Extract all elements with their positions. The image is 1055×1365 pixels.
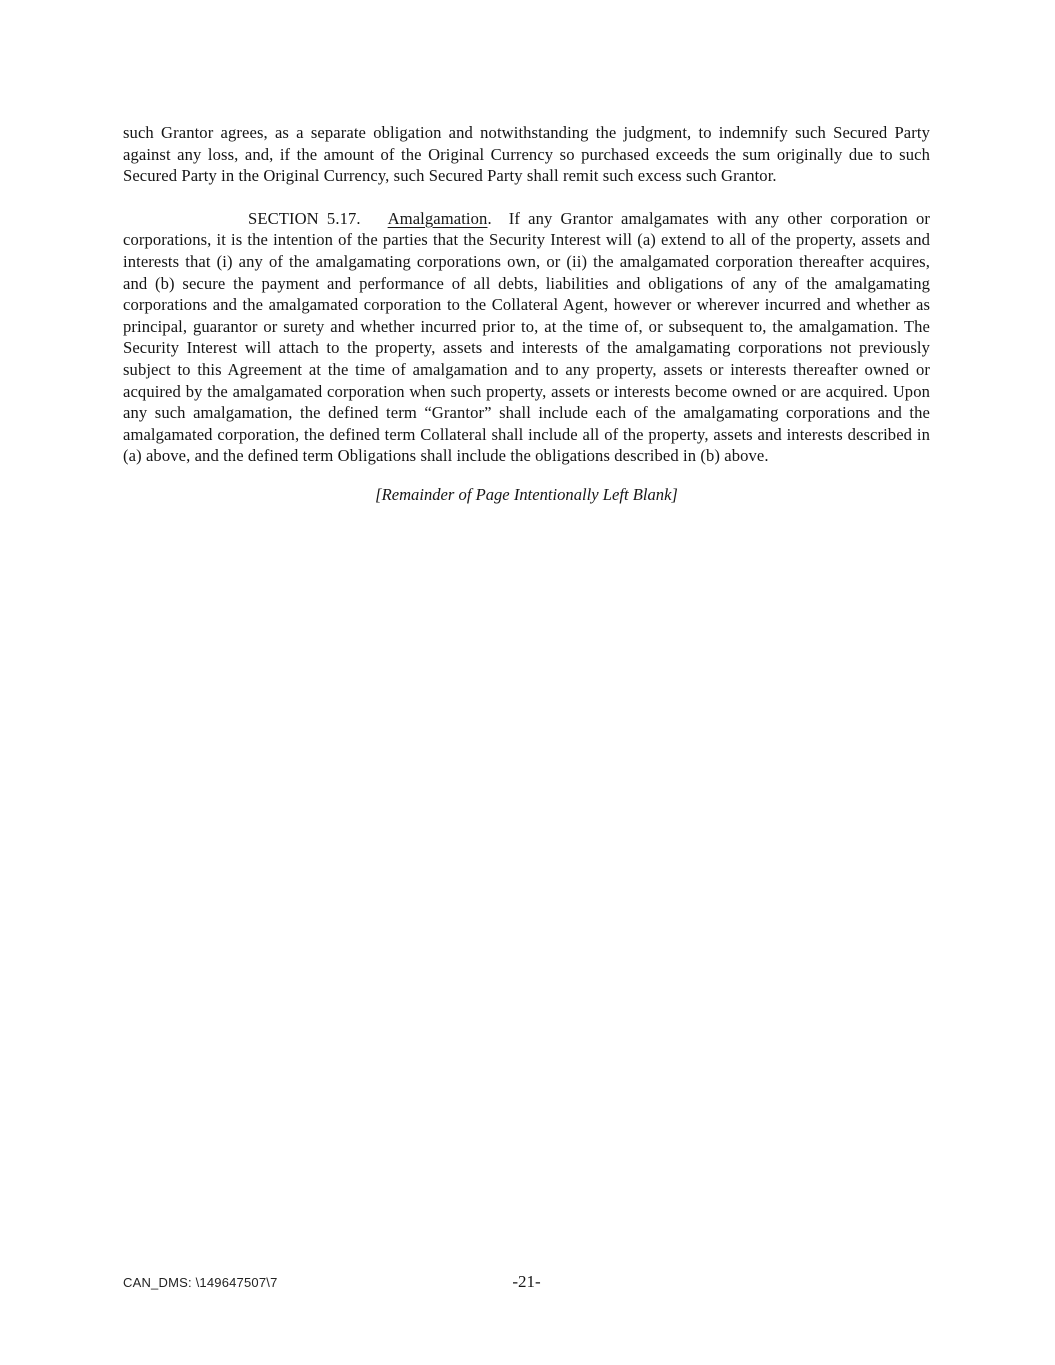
remainder-of-page-notice: [Remainder of Page Intentionally Left Blank]	[375, 484, 678, 504]
page-number: -21-	[512, 1272, 541, 1291]
paragraph-currency-indemnity: such Grantor agrees, as a separate obligation and notwithstanding the judgment, to indemnify such Secured Party against any loss, and, if the amount of the Original Currency so purchased exceeds the sum originally due to such Secured Party in the Original Currency, such Secured Party shall remit such excess such Grantor.	[123, 123, 930, 186]
section-heading: Amalgamation	[387, 208, 488, 228]
page-content	[123, 122, 930, 506]
section-body-text: If any Grantor amalgamates with any other corporation or corporations, it is the intention of the parties that the Security Interest will (a) extend to all of the property, assets and interests that (i) any of the amalgamating corporations own, or (ii) the amalgamated corporation thereafter acquires, and (b) secure the payment and performance of all debts, liabilities and obligations of any of the amalgamating corporations and the amalgamated corporation to the Collateral Agent, however or wherever incurred and whether as principal, guarantor or surety and whether incurred prior to, at the time of, or subsequent to, the amalgamation. The Security Interest will attach to the property, assets and interests of the amalgamating corporations not previously subject to this Agreement at the time of amalgamation and to any property, assets or interests thereafter owned or acquired by the amalgamated corporation when such property, assets or interests become owned or are acquired. Upon any such amalgamation, the defined term “Grantor” shall include each of the amalgamating corporations and the amalgamated corporation, the defined term Collateral shall include all of the property, assets and interests described in (a) above, and the defined term Obligations shall include the obligations described in (b) above.	[123, 208, 930, 466]
page-footer	[123, 1272, 930, 1296]
document-management-id: CAN_DMS: \149647507\7	[123, 1275, 278, 1290]
section-number: SECTION 5.17.	[248, 208, 361, 228]
paragraph-section-5-17	[123, 208, 930, 467]
section-heading-punctuation: .	[487, 208, 492, 228]
